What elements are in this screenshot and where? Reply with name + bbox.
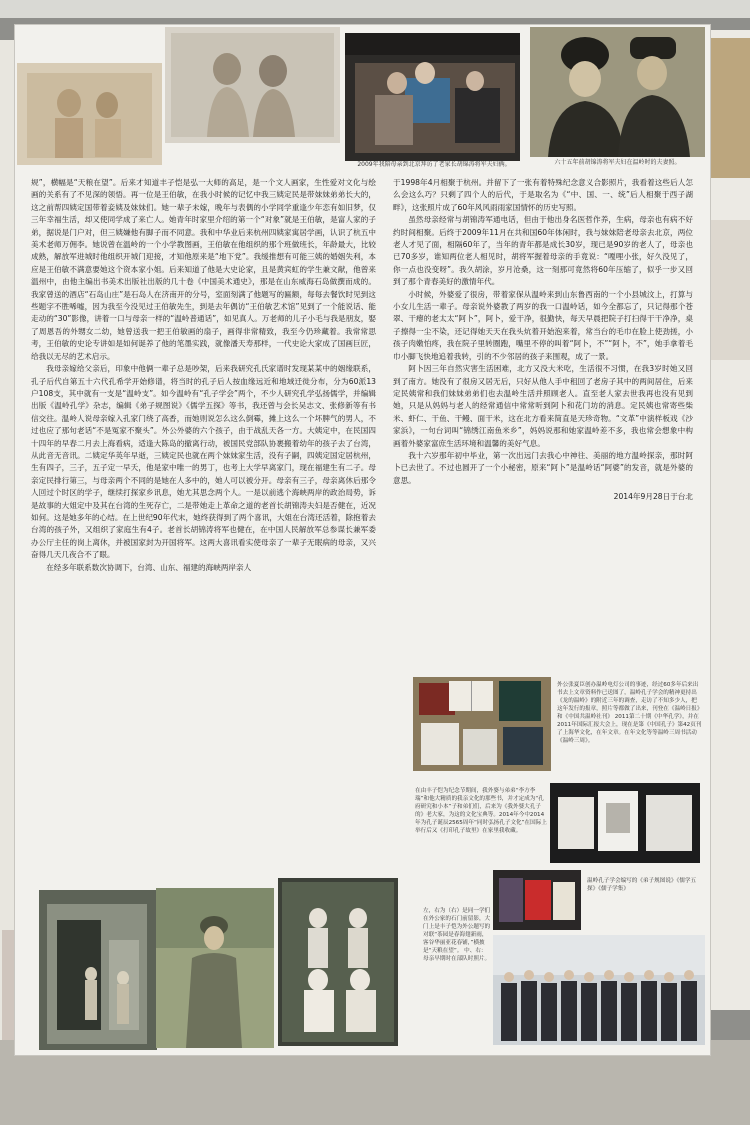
wall-top bbox=[0, 0, 750, 18]
photo-couple-portrait bbox=[530, 27, 705, 157]
article-left-column bbox=[31, 177, 376, 574]
paragraph: 我母亲嫁给父亲后，印象中他俩一辈子总是吵架，后来我研究孔氏家谱时发现某某中的姻缘联系，孔子后代自第五十六代孔希学开始修谱，将当时的孔子后人按血缘远近和地域迁徙分布，分为60派13户108支，其中就有一支是“温岭支”。如今温岭有“孔子学会”两个，不少人研究孔学弘扬儒学，并编辑出版《温岭孔学》杂志，编辑《弟子规图说》《儒学五探》等书，我还曾与会长吴志文、张修新等有书信交往。温岭人说母亲嫁入孔家门绕了高香，而她则说怎么这么倒霉，摊上这么一个坏脾气的男人，不过也应了那句老话“不是冤家不聚头”。外公外婆的六个孩子，由于战乱天各一方。大姨定中，在民国四十四年的早春二月去上海看病，适逢大陈岛的撤离行动，被国民党部队协裹搬着幼年的孩子去了台湾，从此音无音讯。二姨定华英年早逝，三姨定民也就在两个妹妹家生活，没有子嗣，四姨定国定居杭州，生有四子，三子，五子定一早夭，他是家中唯一的男丁，也考上大学早离家门，现在福建生有二子。母亲定民排行第三，与母亲两个不同的是她在人多中的，她人可以被分开。母亲有三子，母亲离休后那令人回过个时区的学子，继续打探家乡讯息，她尤其思念两个人。一是以前逃个海峡两岸的政治局势，诉是故事的大姐定中及其在台湾的生死存亡，二是带她走上革命之道的老首长胡锦涛夫妇是否健在，近况如何。这是她多年的心结。在上世纪90年代末，她终获得到了两个喜讯，大姐在台湾还活着，除抱着去台湾的孩子外，又组织了家庭生有4子。老首长胡锦涛将军也健在，在中国人民解放军总参谋长兼军委办公厅主任的岗上离休，并被国家封为开国将军。这两大喜讯看实使母亲了一辈子无眠病的母亲，又兴奋得几天几夜合不了眼。 bbox=[31, 364, 376, 560]
photo-group-meeting bbox=[493, 935, 705, 1045]
article-right-column bbox=[393, 177, 693, 504]
neighbor-board-right bbox=[705, 30, 750, 1010]
photo-visit-2009 bbox=[345, 33, 520, 161]
paragraph: 我十六岁那年初中毕业，第一次出远门去我心中神往、美丽的地方温岭探亲，那时阿卜已去世了。不过也圆开了一个小秘密，原来“阿卜”是温岭话“阿婆”的发音，就是外婆的意思。 bbox=[393, 450, 693, 485]
paragraph: 虽然母亲经常与胡锦涛军通电话，但由于他出身名医哲作养，生病，母亲也有病不好约时间相聚。后终于2009年11月在共和国60年体闲时，我与妹妹陪老母亲去北京，两位老人才见了面，相隔60年了，当年的青年都是成长30岁，现已是90岁的老人了，母亲也已70多岁，谁知两位老人相见时，胡将军握着母亲的手竟说：“嘎哩小张，好久没见了，你一点也没变呀”。我久胡涂，岁月沧桑，这一刻那可竟然将60年压缩了，似乎一步又回到了那个青春美好的激情年代。 bbox=[393, 215, 693, 287]
neighbor-photo bbox=[711, 220, 750, 360]
note-stamps: 在由丰子恺为纪念节期间，我外婆与弟弟“李方李瑞”和他大精质的我亲文化的那些书，并才定成为“孔府研究和小本”子和弟们们，后来为《我外婆大孔子的》老大家，为这的文化宝典等。2014年今中2014年为孔子诞辰2565周年“同时弘扬孔子文化”在国际上举行后又《打印孔子故里》在家里我收藏。 bbox=[415, 788, 547, 834]
photo-books-table bbox=[413, 677, 551, 771]
paragraph: 在经多年联系数次协调下，台湾、山东、福建的海峡两岸亲人 bbox=[46, 562, 252, 572]
note-bottom-left: 左，右为（右）是同一学们在外公家的石门前留影，大门上是丰子恺为外公题写的对联“茶园是春海翅新雨，客谷华丽亚花春铺，”横披是“天粮在望”。 中、右：母亲早期时在部队时照片。 bbox=[423, 908, 491, 962]
date-line: 2014年9月28日于台北 bbox=[613, 492, 693, 502]
caption-visit-2009: 2009年我陪母亲到北京拜访了老家长胡锦涛将军夫妇俩。 bbox=[357, 161, 511, 168]
photo-two-women bbox=[165, 27, 340, 143]
neighbor-photo bbox=[711, 38, 750, 178]
exhibition-board bbox=[15, 25, 710, 1055]
note-bottom-right: 温岭孔子学会编写的《弟子规图说》《儒学五探》《儒子学集》 bbox=[587, 878, 697, 892]
caption-couple-portrait: 六十五年前胡锦涛将军夫妇在温岭时的夫妻照。 bbox=[554, 159, 681, 166]
note-books: 外公张夏臣创办温岭电灯公司的事迹，经过60多年后来出书去上文章资料作已送图了，温岭孔子学会的精神更持出《龙的温岭》的附近三年的调查，走访了不知多少人，把这年发行的报章，照片等都做了出来，刊登在《温岭日报》和《中国共温岭社刊》 2011第二十期《中华孔学》，并在2011年国际汇报大会上，现在是第《中国孔子》第42页刊了上海华文化，在年文章。在年文化等等温岭三周书活动《温岭三周》。 bbox=[557, 682, 702, 744]
photo-stamp-books bbox=[550, 783, 700, 863]
photo-publications bbox=[493, 870, 581, 930]
photo-old-stone-gate bbox=[39, 890, 157, 1050]
photo-women-group bbox=[278, 878, 398, 1046]
paragraph: 阿卜因三年自然灾害生活困难，北方又没大米吃，生活很不习惯，在我3岁时她又回到了南方。她没有了很房又居无后，只好从他人手中租回了老房子其中的两间居住，后来定民姨常和我们妹妹弟弟们也去温岭生活并照顾老人。直至老人家去世我再也没有见到她，只是从妈妈与老人的经常通信中常常听到阿卜和花门坊的消息。定民姨也常寄些柴米、虾仁、干鱼、干鳗、面干米，这在北方看来简直是天珍奇物。“文革”中演样板戏《沙家浜》，一句台词叫“锦绣江南鱼米乡”，妈妈说那和她家温岭差不多，我也常会想象中构画着外婆家富庶生活环境和温馨的美好气息。 bbox=[393, 364, 693, 448]
paragraph: 于1998年4月相聚于杭州。并留下了一张有着特殊纪念意义合影照片，我看着这些后人怎么会这么巧？只剩了四个人的后代，于是取名为《“中、国、一、统”后人相聚于西子湖畔》，这张照片成了60年风风雨雨家国情怀的历史写照。 bbox=[393, 178, 693, 212]
paragraph: 规”，横幅是“天粮在望”。后来才知道丰子恺是弘一大师的高足，是一个文人画家，生性爱对文化与绘画的关系有了不见深的领悟。再一位是王伯敏，在我小时候的记忆中我三姨定民是带妹妹弟弟长大的，这之前帮四姨定国带着妾姨及妹妹们。她一辈子未嫁，晚年与表偶的小学同学重逢少年恋有如旧梦，仅三年幸福生活，却又使同学成了来亡人。她青年时家里介绍的第一个“对象”就是王伯敏，是富人家的子弟，据说是门户对，但三姨嫌他有脚子而不同意。我和中华业后来杭州四姨家寓居学画，认识了杭五中美术老师万佣李。她说曾在温岭的一个小学教图画，王伯敏在他组织的那个班做班长，年龄最大，比较成熟，解放军进城时他组织开城门迎接，才知他原来是“地下党”。我缓推想有可能三姨的婚姻失利，本应是王伯敏不满意要她这个资本家小姐。后来知道了他是大史论家，且是黄宾虹的学生兼文献，他曾来温州中，由他主编出书美术出版社出版的几十卷《中国美术通史》，那是在山东威海石岛做撰而成的。我家曾送的酒店“石岛山庄”是石岛人在济南开的分号，室面刻满了他题写的匾额，每每去餐饮时见到这些题字不胜唏嘘，因为我至今没见过王伯敏先生，到是去年偶访“王伯敏艺术馆”见到了一个能说话、能走动的“30”影像，讲着一口与母亲一样的“温岭普通话”，如见真人。万老师的儿子小毛与我是朋友，娶了周恩吾的外甥女二幼，她曾送我一把王伯敏画的扇子，画得非常精致，我至今仍珍藏着。我常常思考，王伯敏的史论专讲如是如何诞养了他的笔墨实践，就像潘天寿那样，一代史论大家成了国画巨匠，给我以无尽的艺术启示。 bbox=[31, 178, 376, 361]
photo-faded-portrait-1 bbox=[17, 63, 162, 165]
paragraph: 小时候，外婆爱了很房，带着家保从温岭来到山东鲁西南的一个小县城汶上，打算与小女儿生活一辈子。母亲说外婆教了两岁的我一口温岭话，如今全都忘了，只记得那个苍翠、干瘪的老太太“阿卜”，阿卜，爱干净，很勤快，每天早晨把院子打扫得干干净净，桌子擦得一尘不染，还记得她天天在我头炕着开始泡来着，常当台的毛巾在脸上使劲搓，小孩子肉嫩怕疼，我在院子里转圈跑，嘴里不停的叫着“阿卜，不”“阿卜，不”，她手拿着毛巾小脚飞快地追着我转，引的不少邻居的孩子来围观，成了一景。 bbox=[393, 289, 693, 361]
photo-soldier-uniform bbox=[156, 888, 274, 1048]
